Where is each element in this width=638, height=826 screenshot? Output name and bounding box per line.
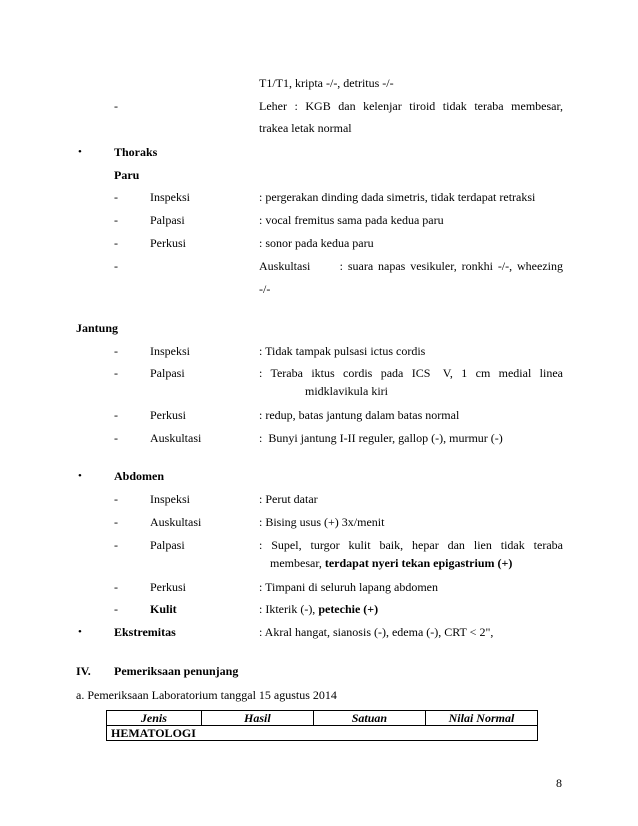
- exam-label: Palpasi: [150, 366, 185, 380]
- column-header-satuan: Satuan: [313, 711, 425, 726]
- exam-value: : vocal fremitus sama pada kedua paru: [259, 213, 444, 227]
- exam-value: : Perut datar: [259, 492, 318, 506]
- dash: -: [114, 580, 118, 594]
- exam-value: : pergerakan dinding dada simetris, tidak terdapat retraksi: [259, 190, 536, 204]
- exam-label: Perkusi: [150, 580, 186, 594]
- exam-label: Perkusi: [150, 408, 186, 422]
- leher-text-line1: Leher : KGB dan kelenjar tiroid tidak teraba membesar,: [259, 99, 563, 113]
- palpasi-bold-finding: terdapat nyeri tekan epigastrium (+): [324, 556, 513, 570]
- kulit-label: Kulit: [150, 602, 177, 616]
- exam-label: Palpasi: [150, 213, 185, 227]
- exam-label: Perkusi: [150, 236, 186, 250]
- exam-value: Auskultasi : suara napas vesikuler, ronkhi -/-, wheezing: [259, 259, 563, 273]
- exam-value: : Timpani di seluruh lapang abdomen: [259, 580, 438, 594]
- table-group-row: [107, 726, 538, 741]
- section-title: Pemeriksaan penunjang: [114, 664, 239, 678]
- dash: -: [114, 431, 118, 445]
- paru-auskultasi-line2: -/-: [259, 282, 271, 296]
- bullet-icon: •: [78, 470, 82, 482]
- exam-label: Palpasi: [150, 538, 185, 552]
- group-label-hematologi: HEMATOLOGI: [107, 726, 538, 741]
- palpasi-plain-text: membesar,: [270, 556, 325, 570]
- exam-value: : sonor pada kedua paru: [259, 236, 374, 250]
- thoraks-title: Thoraks: [114, 145, 158, 159]
- exam-value: : Supel, turgor kulit baik, hepar dan lien tidak teraba: [259, 538, 563, 552]
- exam-value: : Bunyi jantung I-II reguler, gallop (-), murmur (-): [259, 431, 503, 445]
- column-header-hasil: Hasil: [201, 711, 313, 726]
- kulit-value: [259, 602, 378, 616]
- dash: -: [114, 99, 118, 113]
- jantung-title: Jantung: [76, 321, 119, 335]
- ekstremitas-value: : Akral hangat, sianosis (-), edema (-), CRT < 2",: [259, 625, 494, 639]
- exam-label: Auskultasi: [150, 431, 202, 445]
- dash: -: [114, 515, 118, 529]
- dash: -: [114, 259, 118, 273]
- abdomen-palpasi-line2: [270, 556, 512, 570]
- kulit-bold-finding: petechie (+): [318, 602, 379, 616]
- bullet-icon: •: [78, 626, 82, 638]
- table-header-row: [107, 711, 538, 726]
- exam-label: Auskultasi: [150, 515, 202, 529]
- dash: -: [114, 344, 118, 358]
- exam-value: : Bising usus (+) 3x/menit: [259, 515, 385, 529]
- exam-value: : Tidak tampak pulsasi ictus cordis: [259, 344, 426, 358]
- dash: -: [114, 366, 118, 380]
- column-header-nilai-normal: Nilai Normal: [425, 711, 537, 726]
- paru-subtitle: Paru: [114, 168, 140, 182]
- tonsil-findings: T1/T1, kripta -/-, detritus -/-: [259, 76, 394, 90]
- lab-subheading: a. Pemeriksaan Laboratorium tanggal 15 agustus 2014: [76, 688, 337, 702]
- abdomen-title: Abdomen: [114, 469, 165, 483]
- dash: -: [114, 408, 118, 422]
- dash: -: [114, 190, 118, 204]
- jantung-palpasi-line2: midklavikula kiri: [305, 384, 388, 398]
- bullet-icon: •: [78, 146, 82, 158]
- dash: -: [114, 602, 118, 616]
- dash: -: [114, 492, 118, 506]
- page-number: 8: [556, 776, 562, 790]
- leher-text-line2: trakea letak normal: [259, 121, 352, 135]
- kulit-plain-text: : Ikterik (-),: [259, 602, 319, 616]
- exam-value: : redup, batas jantung dalam batas normal: [259, 408, 460, 422]
- section-number: IV.: [76, 664, 91, 678]
- exam-label: Inspeksi: [150, 190, 190, 204]
- exam-value: : Teraba iktus cordis pada ICS V, 1 cm medial linea: [259, 366, 563, 380]
- column-header-jenis: Jenis: [107, 711, 202, 726]
- ekstremitas-title: Ekstremitas: [114, 625, 176, 639]
- lab-results-table: [106, 710, 538, 741]
- dash: -: [114, 538, 118, 552]
- exam-label: Inspeksi: [150, 492, 190, 506]
- exam-label: Inspeksi: [150, 344, 190, 358]
- dash: -: [114, 236, 118, 250]
- dash: -: [114, 213, 118, 227]
